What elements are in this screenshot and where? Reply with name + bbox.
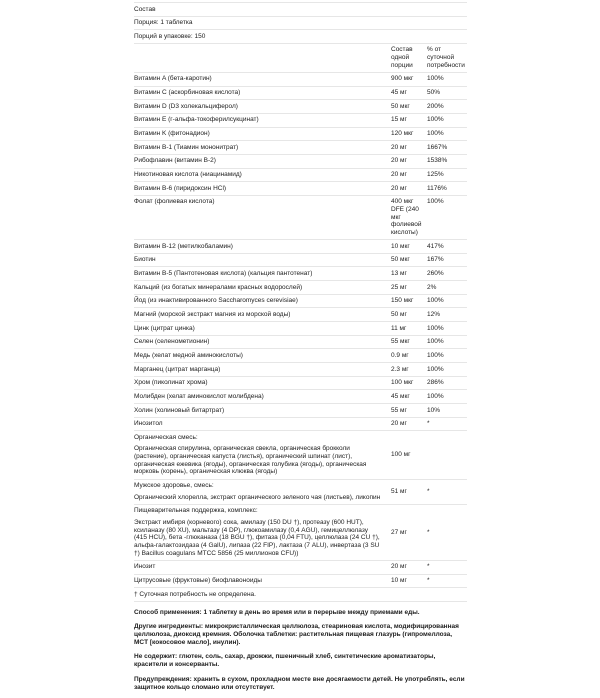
column-header-amount: Состав одной порции [391, 46, 413, 69]
nutrient-row [134, 181, 467, 195]
nutrient-row [134, 99, 467, 113]
nutrient-dv: 100% [427, 130, 444, 138]
nutrient-name: Цитрусовые (фруктовые) биофлавоноиды [134, 577, 262, 584]
nutrient-name: Йод (из инактивированного Saccharomyces cerevisiae) [134, 297, 298, 305]
nutrient-row [134, 403, 467, 417]
nutrient-name: Витамин B-5 (Пантотеновая кислота) (кальция пантотенат) [134, 269, 313, 277]
nutrient-row [134, 168, 467, 182]
blend-content [134, 507, 391, 557]
nutrient-row [134, 417, 467, 431]
nutrient-dv: * [427, 563, 430, 571]
nutrient-amount: 55 мг [391, 406, 407, 414]
nutrient-dv: 100% [427, 351, 444, 359]
nutrient-amount: 50 мкг [391, 256, 410, 264]
free-from-lead: Не содержит: [134, 653, 178, 661]
nutrient-row [134, 574, 467, 588]
free-from-text: глютен, соль, сахар, дрожжи, пшеничный хлеб, синтетические ароматизаторы, красители и консерванты. [134, 653, 436, 669]
nutrient-row [134, 376, 467, 390]
usage-instructions [134, 609, 467, 617]
nutrient-name: Витамин K (фитонадион) [134, 130, 210, 138]
nutrient-row [134, 127, 467, 141]
nutrient-amount: 45 мг [391, 89, 407, 97]
nutrient-amount: 45 мкг [391, 392, 410, 400]
nutrient-name: Витамин E (г-альфа-токоферилсукцинат) [134, 116, 259, 124]
nutrient-name: Цинк (цитрат цинка) [134, 324, 195, 332]
nutrient-amount: 0.9 мг [391, 351, 409, 359]
blend-dv: * [427, 528, 430, 536]
nutrient-name: Медь (хелат медной аминокислоты) [134, 351, 243, 359]
nutrient-amount: 10 мг [391, 577, 407, 584]
nutrient-dv: 100% [427, 392, 444, 400]
nutrient-name: Фолат (фолиевая кислота) [134, 198, 215, 206]
nutrient-row [134, 266, 467, 280]
nutrient-name: Биотин [134, 256, 156, 264]
nutrient-row [134, 294, 467, 308]
nutrient-row [134, 280, 467, 294]
blend-amount: 27 мг [391, 528, 407, 536]
nutrient-dv: * [427, 420, 430, 428]
nutrient-dv: 2% [427, 283, 437, 291]
blend-heading: Мужское здоровье, смесь: [134, 482, 214, 490]
nutrient-amount: 20 мг [391, 563, 407, 571]
nutrient-dv: 417% [427, 242, 444, 250]
nutrient-dv: 12% [427, 310, 441, 318]
nutrient-name: Никотиновая кислота (ниацинамид) [134, 171, 242, 179]
nutrient-row [134, 253, 467, 267]
nutrient-name: Кальций (из богатых минералами красных водорослей) [134, 283, 303, 291]
usage-text: 1 таблетку в день во время или в перерыве между приемами еды. [203, 608, 420, 616]
nutrient-row [134, 389, 467, 403]
nutrient-name: Хром (пиколинат хрома) [134, 379, 208, 387]
table-header-row [134, 43, 467, 72]
blend-section-digestive [134, 504, 467, 560]
other-ingredients-text: микрокристаллическая целлюлоза, стеариновая кислота, модифицированная целлюлоза, диоксид кремния. Оболочка таблетки: растительная пищевая глазурь (гипромеллоза, MCT [кокосовое масло], инулин). [134, 622, 459, 647]
supplement-facts-panel [134, 2, 467, 698]
nutrient-amount: 13 мг [391, 269, 407, 277]
nutrient-name: Витамин D (D3 холекальциферол) [134, 102, 238, 110]
nutrient-amount: 400 мкг DFE (240 мкг фолиевой кислоты) [391, 198, 422, 236]
nutrient-name: Марганец (цитрат марганца) [134, 365, 221, 373]
nutrient-name: Магний (морской экстракт магния из морской воды) [134, 310, 291, 318]
nutrient-amount: 120 мкг [391, 130, 414, 138]
nutrient-dv: 100% [427, 338, 444, 346]
nutrient-dv: 167% [427, 256, 444, 264]
warnings-text: хранить в сухом, прохладном месте вне досягаемости детей. Не употреблять, если защитное кольцо сломано или отсутствует. [134, 675, 465, 691]
nutrient-row [134, 560, 467, 574]
composition-title: Состав [134, 2, 467, 16]
nutrient-amount: 20 мг [391, 420, 407, 428]
nutrient-name: Витамин B-12 (метилкобаламин) [134, 242, 233, 250]
nutrient-row [134, 321, 467, 335]
nutrient-dv: 1667% [427, 143, 448, 151]
nutrient-amount: 10 мкг [391, 242, 410, 250]
nutrient-dv: 10% [427, 406, 441, 414]
servings-per-container: Порций в упаковке: 150 [134, 29, 467, 43]
nutrient-amount: 50 мг [391, 310, 407, 318]
daily-value-footnote: † Суточная потребность не определена. [134, 587, 467, 602]
blend-amount: 51 мг [391, 487, 407, 495]
nutrient-amount: 20 мг [391, 184, 407, 192]
nutrient-amount: 900 мкг [391, 75, 414, 83]
blend-content [134, 434, 391, 476]
nutrient-row [134, 239, 467, 253]
nutrient-amount: 100 мкг [391, 379, 414, 387]
nutrient-dv: 100% [427, 198, 444, 206]
nutrient-dv: 100% [427, 365, 444, 373]
nutrient-dv: 286% [427, 379, 444, 387]
warnings-lead: Предупреждения: [134, 675, 192, 683]
nutrient-dv: 100% [427, 116, 444, 124]
nutrient-row [134, 362, 467, 376]
nutrient-dv: 260% [427, 269, 444, 277]
blend-section-organic [134, 430, 467, 478]
nutrient-name: Витамин B-6 (пиридоксин HCl) [134, 184, 227, 192]
nutrient-row [134, 154, 467, 168]
nutrient-row [134, 113, 467, 127]
nutrient-amount: 11 мг [391, 324, 407, 332]
info-paragraphs [134, 609, 467, 692]
blend-section-mens-health [134, 479, 467, 504]
nutrient-amount: 15 мг [391, 116, 407, 124]
blend-content [134, 482, 391, 501]
nutrient-amount: 55 мкг [391, 338, 410, 346]
nutrient-row [134, 348, 467, 362]
nutrient-amount: 2.3 мг [391, 365, 409, 373]
nutrient-row [134, 72, 467, 86]
nutrient-dv: 100% [427, 75, 444, 83]
nutrient-dv: 50% [427, 89, 441, 97]
nutrient-amount: 25 мг [391, 283, 407, 291]
other-ingredients-lead: Другие ингредиенты: [134, 622, 204, 630]
nutrient-dv: 1538% [427, 157, 448, 165]
nutrient-name: Селен (селенометионин) [134, 338, 210, 346]
nutrient-amount: 20 мг [391, 143, 407, 151]
nutrient-row [134, 86, 467, 100]
nutrient-name: Рибофлавин (витамин B-2) [134, 157, 216, 165]
nutrient-dv: 100% [427, 297, 444, 305]
nutrient-row [134, 335, 467, 349]
other-ingredients [134, 623, 467, 647]
nutrient-row [134, 307, 467, 321]
nutrient-name: Холин (холиновый битартрат) [134, 406, 225, 414]
usage-lead: Способ применения: [134, 608, 202, 616]
blend-dv: * [427, 487, 430, 495]
free-from [134, 653, 467, 669]
nutrient-row [134, 140, 467, 154]
nutrient-name: Витамин A (бета-каротин) [134, 75, 212, 83]
blend-heading: Органическая смесь: [134, 433, 198, 441]
nutrient-name: Витамин B-1 (Тиамин мононитрат) [134, 143, 239, 151]
nutrient-dv: 200% [427, 102, 444, 110]
nutrient-amount: 50 мкг [391, 102, 410, 110]
nutrient-amount: 150 мкг [391, 297, 414, 305]
nutrient-amount: 20 мг [391, 157, 407, 165]
nutrient-name: Молибден (хелат аминокислот молибдена) [134, 392, 264, 400]
nutrient-name: Витамин C (аскорбиновая кислота) [134, 89, 241, 97]
nutrient-amount: 20 мг [391, 171, 407, 179]
blend-ingredients: Органическая спирулина, органическая свекла, органическая брокколи (растение), органическая капуста (листья), органический шпинат (лист), органическая ежевика (ягоды), органическая голубика (ягоды), органическая морковь (корень), органическая клюква (ягоды) [134, 445, 367, 476]
nutrient-dv: 100% [427, 324, 444, 332]
nutrient-dv: 1176% [427, 184, 447, 192]
nutrient-dv: * [427, 577, 430, 584]
blend-heading: Пищеварительная поддержка, комплекс: [134, 507, 258, 515]
serving-size: Порция: 1 таблетка [134, 16, 467, 30]
nutrient-name: Инозитол [134, 420, 163, 428]
column-header-dv: % от суточной потребности [427, 46, 465, 69]
nutrient-row [134, 195, 467, 239]
blend-amount: 100 мг [391, 451, 411, 459]
nutrient-name: Инозит [134, 563, 156, 571]
warnings [134, 676, 467, 692]
nutrient-dv: 125% [427, 171, 444, 179]
blend-ingredients: Органический хлорелла, экстракт органического зеленого чая (листьев), ликопин [134, 493, 381, 501]
blend-ingredients: Экстракт имбиря (корневого) сока, амилазу (150 DU †), протеазу (600 HUT), ксиланазу (80 XU), мальтазу (4 DP), глюкоамилазу (0,4 AGU), гемицеллюлазу (415 HCU), бета -глюканаза (18 BGU †), фитаза (0,04 FTU), целлюлаза (24 CU †), альфа-галактозидаза (4 GalU), липаза (22 FIP), лактаза (7 ALU), инвертаза (3 SU †) Bacillus coagulans MTCC 5856 (25 миллионов CFU)) [134, 519, 380, 557]
